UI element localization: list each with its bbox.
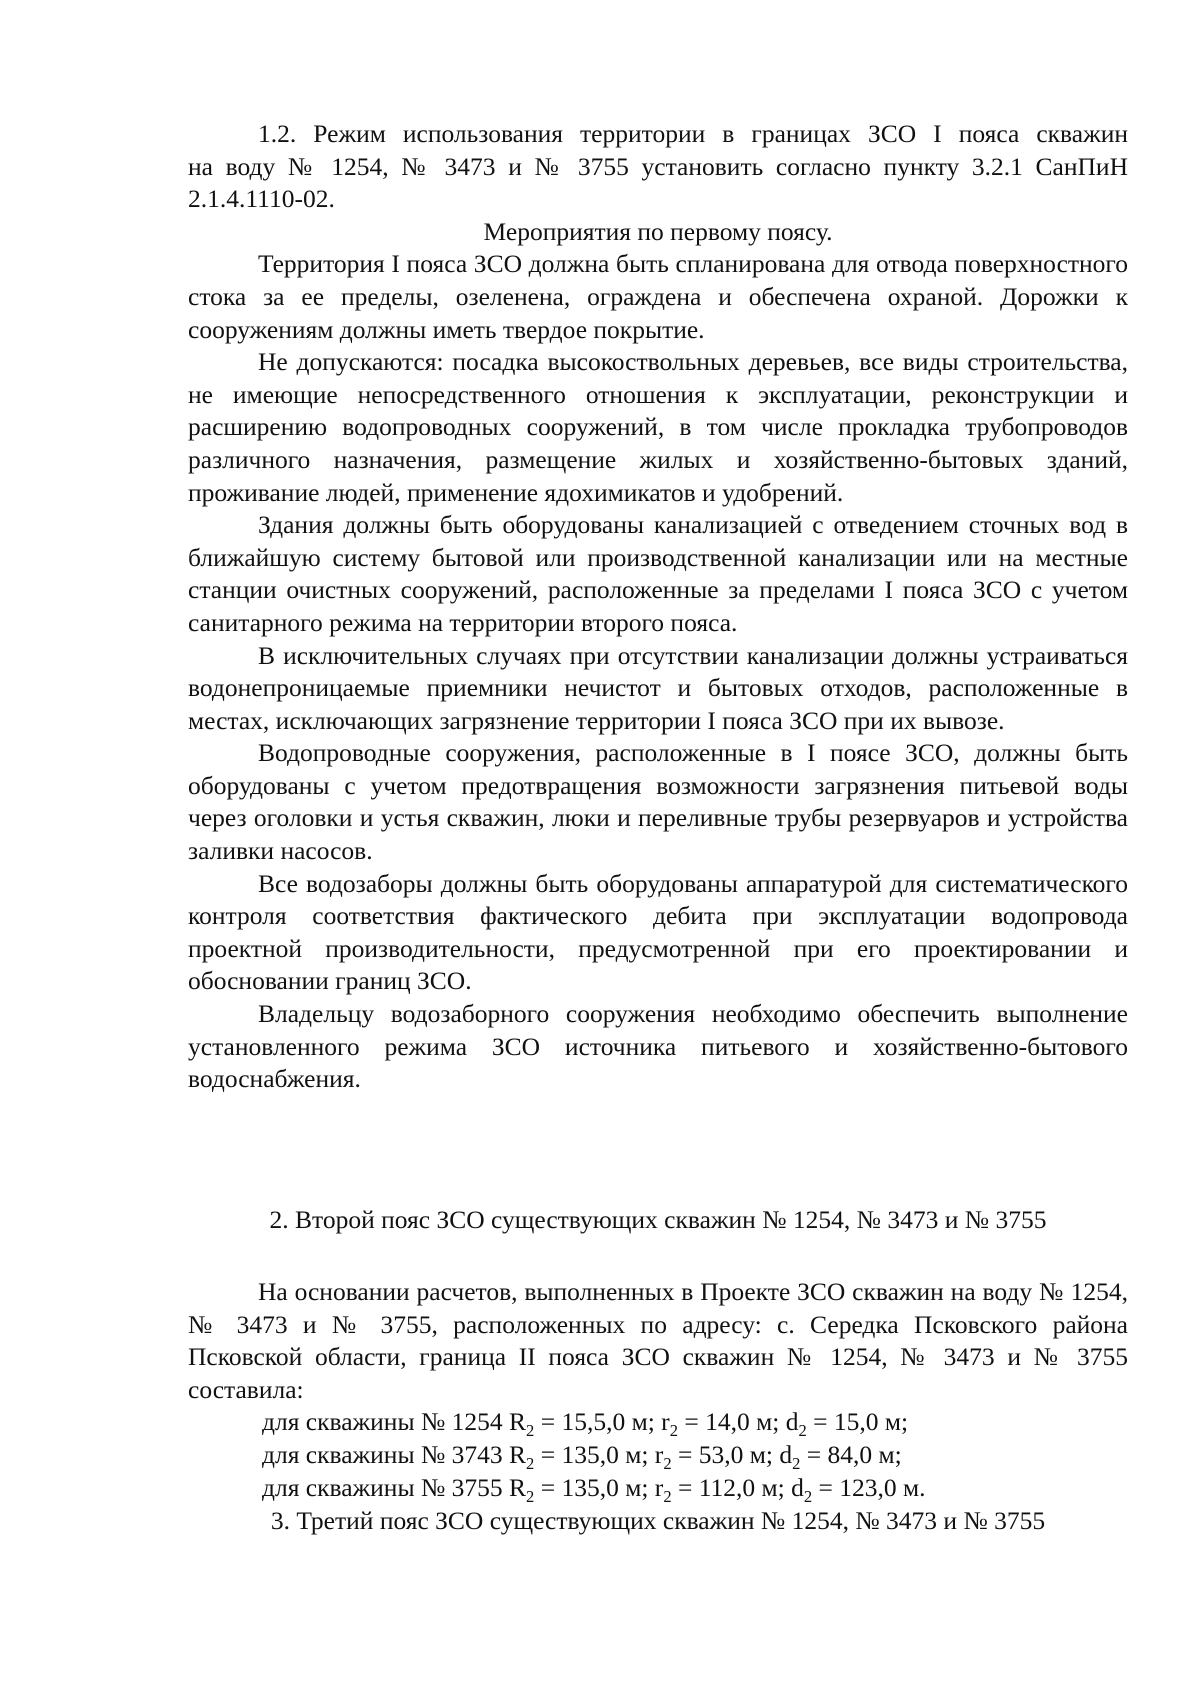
subscript: 2 xyxy=(526,1421,535,1441)
section-3-heading: 3. Третий пояс ЗСО существующих скважин № 1254, № 3473 и № 3755 xyxy=(270,1506,1046,1535)
well-end: = 84,0 м; xyxy=(800,1439,902,1469)
well-r-value: = 15,5,0 м; r xyxy=(534,1407,670,1437)
well-prefix: для скважины № 3755 R xyxy=(262,1472,527,1502)
intro-line-1: 1.2. Режим использования территории в границах ЗСО I пояса скважин xyxy=(258,119,1128,148)
subscript: 2 xyxy=(803,1486,813,1506)
paragraph: Владельцу водозаборного сооружения необходимо обеспечить выполнение установленного режима ЗСО источника питьевого и хозяйственно-бытового водоснабжения. xyxy=(188,999,1128,1094)
section-2-heading: 2. Второй пояс ЗСО существующих скважин № 1254, № 3473 и № 3755 xyxy=(269,1205,1047,1234)
subscript: 2 xyxy=(526,1454,535,1474)
intro-line-3: 2.1.4.1110-02. xyxy=(188,184,335,214)
well-prefix: для скважины № 1254 R xyxy=(262,1407,527,1437)
section-1-2 xyxy=(188,118,1128,1096)
paragraph: В исключительных случаях при отсутствии канализации должны устраиваться водонепроницаемые приемники нечистот и бытовых отходов, расположенные в местах, исключающих загрязнение территории I пояса ЗСО при их вывозе. xyxy=(188,640,1128,735)
paragraph: Все водозаборы должны быть оборудованы аппаратурой для систематического контроля соответствия фактического дебита при эксплуатации водопровода проектной производительности, предусмотренной при его проектировании и обосновании границ ЗСО. xyxy=(188,868,1128,996)
well-prefix: для скважины № 3743 R xyxy=(262,1439,527,1469)
well-d-value: = 14,0 м; d xyxy=(677,1407,799,1437)
well-line xyxy=(188,1472,1128,1505)
paragraph: Не допускаются: посадка высокоствольных деревьев, все виды строительства, не имеющие непосредственного отношения к эксплуатации, реконструкции и расширению водопроводных сооружений, в том числе прокладка трубопроводов различного назначения, размещение жилых и хозяйственно-бытовых зданий, проживание людей, применение ядохимикатов и удобрений. xyxy=(188,347,1128,507)
well-r-value: = 135,0 м; r xyxy=(534,1439,664,1469)
subscript: 2 xyxy=(526,1486,535,1506)
well-line xyxy=(188,1439,1128,1472)
paragraph: Территория I пояса ЗСО должна быть спланирована для отвода поверхностного стока за ее пределы, озеленена, ограждена и обеспечена охраной. Дорожки к сооружениям должны иметь твердое покрытие. xyxy=(188,249,1128,344)
well-r-value: = 135,0 м; r xyxy=(534,1472,664,1502)
intro-line-2: на воду № 1254, № 3473 и № 3755 установить согласно пункту 3.2.1 СанПиН xyxy=(188,151,1128,181)
subscript: 2 xyxy=(792,1454,801,1474)
paragraph: Водопроводные сооружения, расположенные в I поясе ЗСО, должны быть оборудованы с учетом предотвращения возможности загрязнения питьевой воды через оголовки и устья скважин, люки и переливные трубы резервуаров и устройства заливки насосов. xyxy=(188,738,1128,866)
well-end: = 123,0 м. xyxy=(812,1472,926,1502)
paragraph: Здания должны быть оборудованы канализацией с отведением сточных вод в ближайшую систему бытовой или производственной канализации или на местные станции очистных сооружений, расположенные за пределами I пояса ЗСО с учетом санитарного режима на территории второго пояса. xyxy=(188,510,1128,637)
well-line xyxy=(188,1406,1128,1439)
subscript: 2 xyxy=(663,1486,672,1506)
well-d-value: = 112,0 м; d xyxy=(671,1472,804,1502)
section-2-body xyxy=(188,1276,1128,1504)
well-end: = 15,0 м; xyxy=(806,1407,909,1437)
subscript: 2 xyxy=(669,1421,678,1441)
subscript: 2 xyxy=(663,1454,672,1474)
measures-subheading: Мероприятия по первому поясу. xyxy=(483,216,833,246)
well-d-value: = 53,0 м; d xyxy=(671,1439,793,1469)
paragraph: На основании расчетов, выполненных в Проекте ЗСО скважин на воду № 1254, № 3473 и № 3755, расположенных по адресу: с. Середка Псковского района Псковской области, граница II пояса ЗСО скважин № 1254, № 3473 и № 3755 составила: xyxy=(188,1277,1128,1404)
subscript: 2 xyxy=(798,1421,807,1441)
